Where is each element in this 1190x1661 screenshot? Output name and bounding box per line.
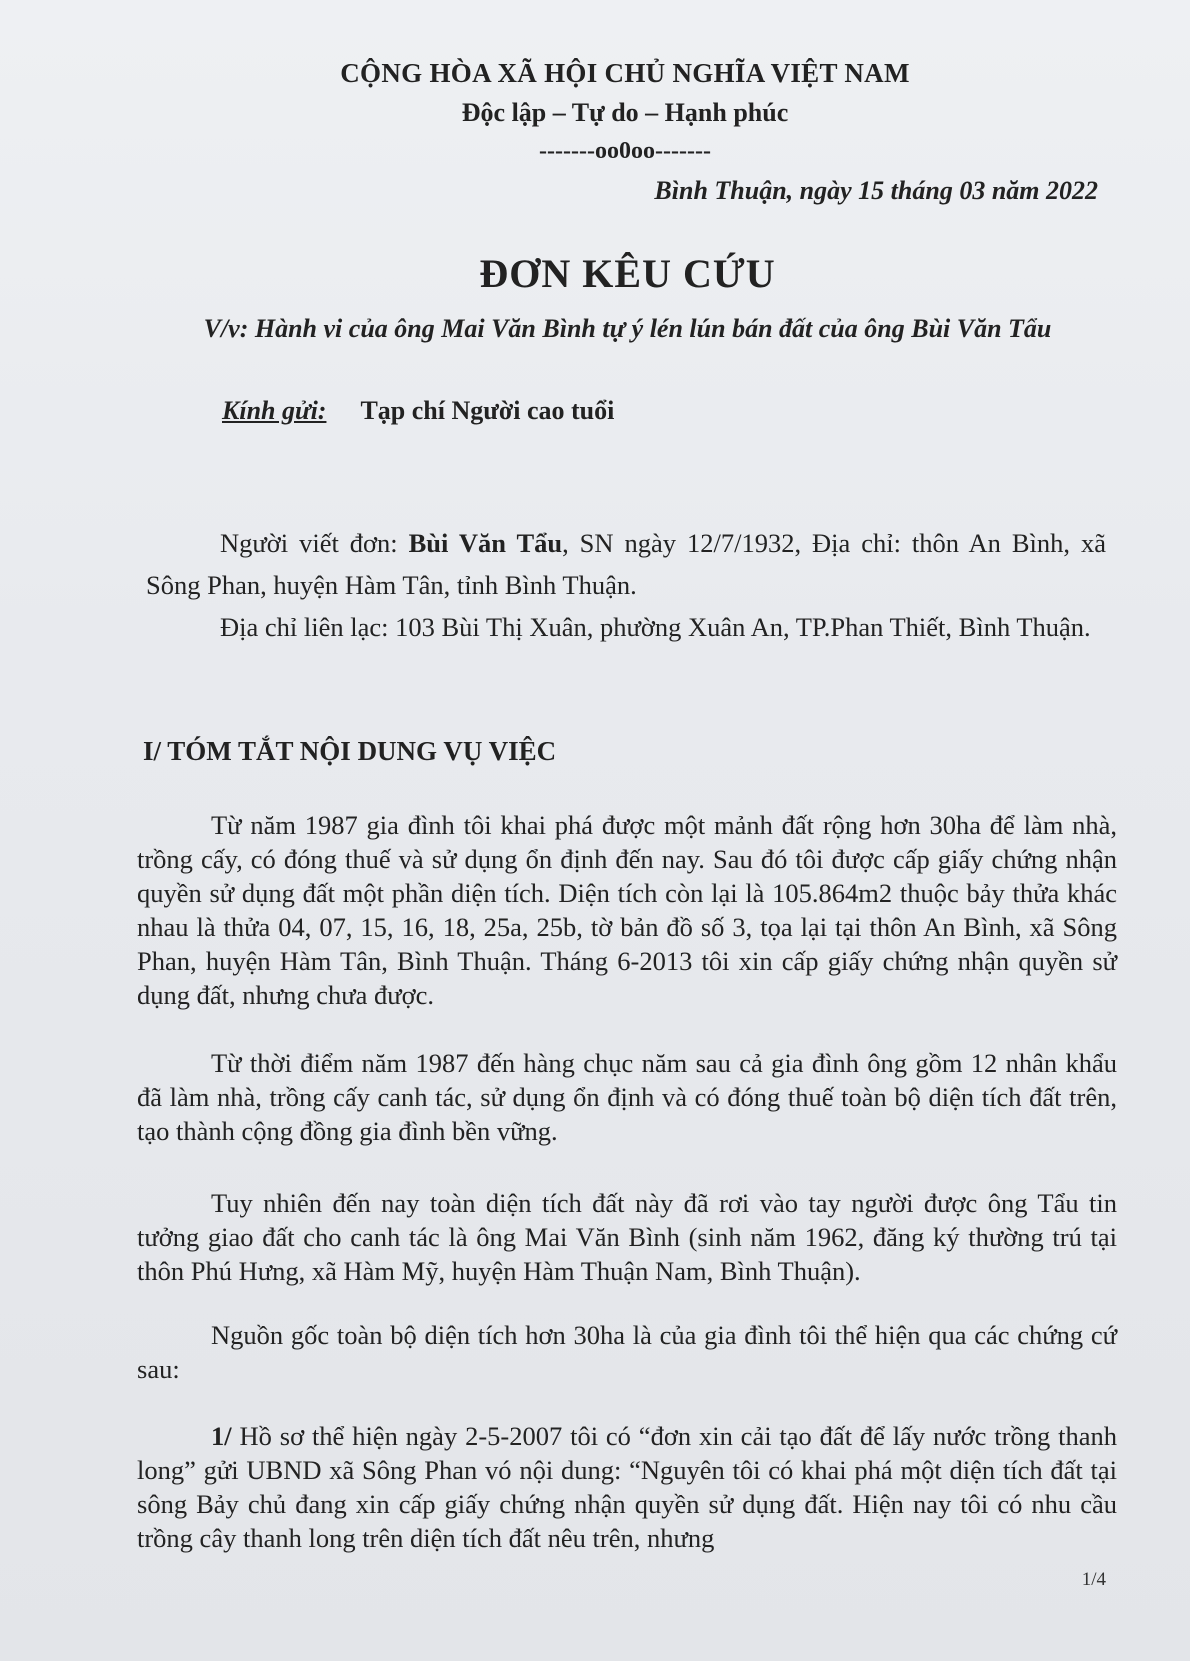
evidence-body: Hồ sơ thể hiện ngày 2-5-2007 tôi có “đơn xin cải tạo đất để lấy nước trồng thanh long” gửi UBND xã Sông Phan vó nội dung: “Nguyên tôi có khai phá một diện tích đất tại sông Bảy chủ đang xin cấp giấy chứng nhận quyền sử dụng đất. Hiện nay tôi có nhu cầu trồng cây thanh long trên diện tích đất nêu trên, nhưng xyxy=(137,1421,1117,1553)
national-motto: Độc lập – Tự do – Hạnh phúc xyxy=(461,98,789,127)
document-subject: V/v: Hành vi của ông Mai Văn Bình tự ý lén lún bán đất của ông Bùi Văn Tẩu xyxy=(203,314,1052,343)
national-title: CỘNG HÒA XÃ HỘI CHỦ NGHĨA VIỆT NAM xyxy=(340,58,910,88)
paragraph-4 xyxy=(137,1318,1117,1386)
paragraph-text: Từ thời điểm năm 1987 đến hàng chục năm sau cả gia đình ông gồm 12 nhân khẩu đã làm nhà, trồng cấy canh tác, sử dụng ổn định và có đóng thuế toàn bộ diện tích đất trên, tạo thành cộng đồng gia đình bền vững. xyxy=(137,1048,1117,1146)
paragraph-1 xyxy=(137,808,1117,1012)
sender-info xyxy=(146,522,1106,648)
paragraph-2 xyxy=(137,1046,1117,1148)
section-heading: I/ TÓM TẮT NỘI DUNG VỤ VIỆC xyxy=(143,736,557,766)
sender-details: , SN ngày 12/7/1932, Địa chỉ: thôn An Bình, xã Sông Phan, huyện Hàm Tân, tỉnh Bình Thuận. xyxy=(146,528,1106,600)
paragraph-text: Tuy nhiên đến nay toàn diện tích đất này đã rơi vào tay người được ông Tẩu tin tưởng giao đất cho canh tác là ông Mai Văn Bình (sinh năm 1962, đăng ký thường trú tại thôn Phú Hưng, xã Hàm Mỹ, huyện Hàm Thuận Nam, Bình Thuận). xyxy=(137,1188,1117,1286)
evidence-item-1 xyxy=(137,1419,1117,1555)
paragraph-3 xyxy=(137,1186,1117,1288)
recipient-name: Tạp chí Người cao tuổi xyxy=(360,396,615,425)
sender-line xyxy=(146,522,1106,606)
recipient-label: Kính gửi: xyxy=(222,396,327,425)
sender-contact: Địa chỉ liên lạc: 103 Bùi Thị Xuân, phường Xuân An, TP.Phan Thiết, Bình Thuận. xyxy=(220,612,1091,642)
evidence-text xyxy=(137,1419,1117,1555)
sender-prefix: Người viết đơn: xyxy=(220,528,409,558)
page-number: 1/4 xyxy=(1081,1569,1106,1590)
recipient xyxy=(222,396,614,426)
evidence-number: 1/ xyxy=(211,1421,232,1451)
paragraph-text: Nguồn gốc toàn bộ diện tích hơn 30ha là của gia đình tôi thể hiện qua các chứng cứ sau: xyxy=(137,1320,1117,1384)
place-date: Bình Thuận, ngày 15 tháng 03 năm 2022 xyxy=(654,176,1098,205)
sender-name: Bùi Văn Tẩu xyxy=(408,528,563,558)
paragraph-text: Từ năm 1987 gia đình tôi khai phá được một mảnh đất rộng hơn 30ha để làm nhà, trồng cấy, có đóng thuế và sử dụng ổn định đến nay. Sau đó tôi được cấp giấy chứng nhận quyền sử dụng đất một phần diện tích. Diện tích còn lại là 105.864m2 thuộc bảy thửa khác nhau là thửa 04, 07, 15, 16, 18, 25a, 25b, tờ bản đồ số 3, tọa lại tại thôn An Bình, xã Sông Phan, huyện Hàm Tân, Bình Thuận. Tháng 6-2013 tôi xin cấp giấy chứng nhận quyền sử dụng đất, nhưng chưa được. xyxy=(137,810,1117,1010)
header-separator: -------oo0oo------- xyxy=(539,138,711,164)
document-title: ĐƠN KÊU CỨU xyxy=(479,251,776,296)
